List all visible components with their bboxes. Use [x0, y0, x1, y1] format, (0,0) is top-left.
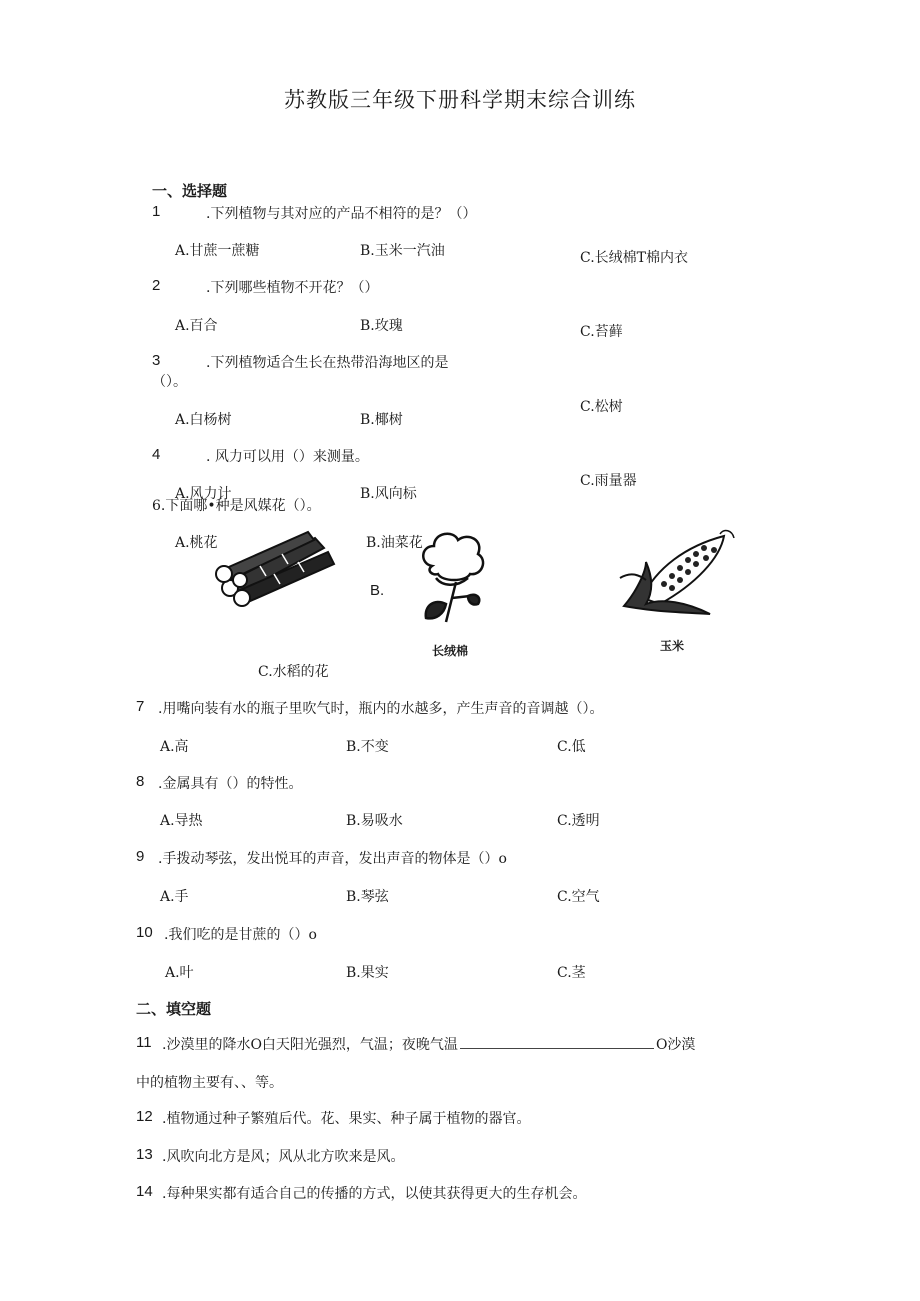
q8-option-b: B.易吸水 — [346, 813, 403, 829]
cotton-caption: 长绒棉 — [432, 644, 469, 658]
q10-option-b: B.果实 — [346, 965, 389, 981]
q6-option-b: B.油菜花 — [366, 535, 423, 551]
q4-option-c: C.雨量器 — [580, 473, 637, 489]
q7-option-a: A.高 — [160, 739, 189, 755]
q6-text: 6.下面哪•种是风媒花（）。 — [152, 498, 321, 514]
q13-number: 13 — [136, 1146, 153, 1163]
image-b-letter: B. — [370, 582, 385, 599]
q7-number: 7 — [136, 698, 145, 715]
q10-option-c: C.茎 — [557, 965, 586, 981]
q7-option-c: C.低 — [557, 739, 586, 755]
q9-number: 9 — [136, 848, 145, 865]
q4-option-a: A.风力计 — [175, 486, 232, 502]
sugarcane-icon — [210, 530, 340, 610]
q13-text: .风吹向北方是风；风从北方吹来是风。 — [162, 1149, 405, 1165]
q12-number: 12 — [136, 1108, 153, 1125]
q11-text-part-a: .沙漠里的降水O白天阳光强烈，气温；夜晚气温 — [162, 1037, 458, 1053]
q11-answer-blank[interactable] — [460, 1036, 654, 1049]
q2-option-c: C.苔藓 — [580, 324, 623, 340]
q3-option-c: C.松树 — [580, 399, 623, 415]
q3-option-a: A.白杨树 — [175, 412, 232, 428]
page-title: 苏教版三年级下册科学期末综合训练 — [284, 88, 636, 112]
corn-icon — [616, 528, 736, 618]
q3-text: .下列植物适合生长在热带沿海地区的是 — [206, 355, 449, 371]
q6-option-a: A.桃花 — [175, 535, 218, 551]
q9-option-a: A.手 — [160, 889, 189, 905]
q7-option-b: B.不变 — [346, 739, 389, 755]
q2-text: .下列哪些植物不开花？（） — [206, 280, 379, 296]
q10-option-a: A.叶 — [165, 965, 194, 981]
q4-option-b: B.风向标 — [360, 486, 417, 502]
q7-text: .用嘴向装有水的瓶子里吹气时，瓶内的水越多，产生声音的音调越（）。 — [158, 701, 604, 717]
q2-option-a: A.百合 — [175, 318, 218, 334]
q9-text: .手拨动琴弦，发出悦耳的声音，发出声音的物体是（）o — [158, 851, 507, 867]
q3-option-b: B.椰树 — [360, 412, 403, 428]
q10-text: .我们吃的是甘蔗的（）o — [164, 927, 317, 943]
q8-option-c: C.透明 — [557, 813, 600, 829]
q4-text: . 风力可以用（）来测量。 — [206, 449, 369, 465]
q3-number: 3 — [152, 352, 161, 369]
cotton-icon — [412, 526, 492, 626]
q11-text-line2: 中的植物主要有、、等。 — [136, 1075, 283, 1091]
q12-text: .植物通过种子繁殖后代。花、果实、种子属于植物的器官。 — [162, 1111, 531, 1127]
q2-option-b: B.玫瑰 — [360, 318, 403, 334]
q6-option-c: C.水稻的花 — [258, 664, 329, 680]
q9-option-c: C.空气 — [557, 889, 600, 905]
q1-text: .下列植物与其对应的产品不相符的是？（） — [206, 206, 477, 222]
q11-text-part-b: O沙漠 — [655, 1037, 696, 1053]
q14-text: .每种果实都有适合自己的传播的方式，以使其获得更大的生存机会。 — [162, 1186, 587, 1202]
section-fill-heading: 二、填空题 — [136, 1000, 212, 1018]
section-choice-heading: 一、选择题 — [152, 182, 228, 200]
q14-number: 14 — [136, 1183, 153, 1200]
q11-text — [162, 1034, 695, 1054]
corn-caption: 玉米 — [660, 639, 685, 653]
q1-option-a: A.甘蔗一蔗糖 — [175, 243, 260, 259]
q10-number: 10 — [136, 924, 153, 941]
q8-number: 8 — [136, 773, 145, 790]
q4-number: 4 — [152, 446, 161, 463]
q1-option-c: C.长绒棉T棉内衣 — [580, 250, 689, 266]
q9-option-b: B.琴弦 — [346, 889, 389, 905]
q8-text: .金属具有（）的特性。 — [158, 776, 303, 792]
q1-option-b: B.玉米一汽油 — [360, 243, 445, 259]
q8-option-a: A.导热 — [160, 813, 203, 829]
q3-text-continued: （）。 — [152, 374, 187, 390]
q11-number: 11 — [136, 1034, 152, 1051]
q1-number: 1 — [152, 203, 161, 220]
q2-number: 2 — [152, 277, 161, 294]
